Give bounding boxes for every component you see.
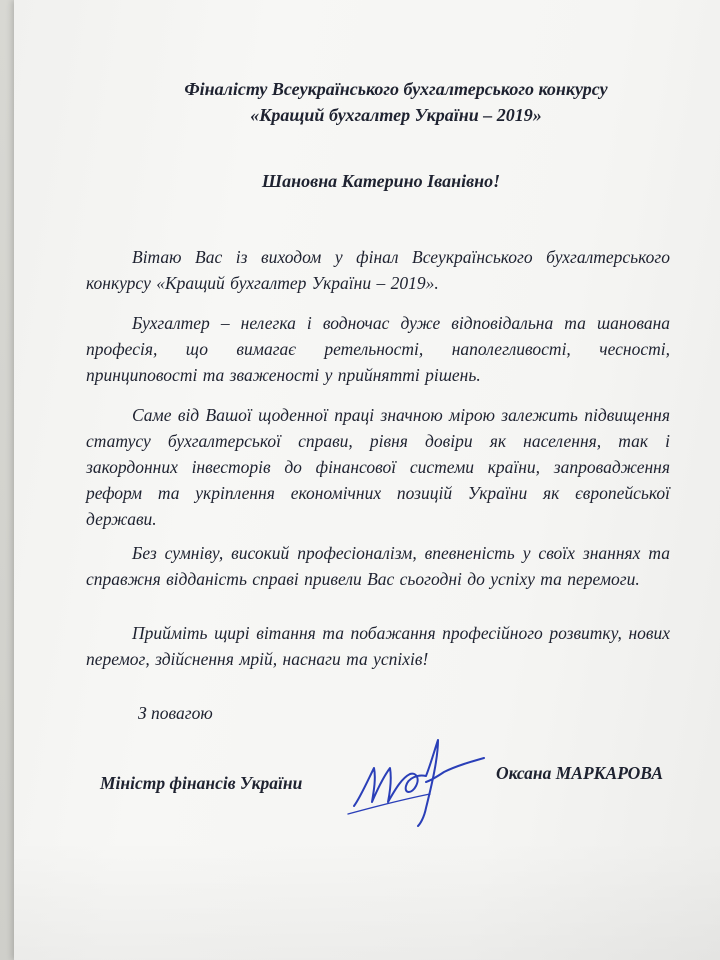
salutation: Шановна Катерино Іванівно! xyxy=(261,171,501,191)
signatory-name: Оксана МАРКАРОВА xyxy=(496,763,663,783)
handwritten-signature xyxy=(340,728,490,828)
heading-line-1: Фіналісту Всеукраїнського бухгалтерського конкурсу xyxy=(184,79,608,99)
paragraph-4: Без сумніву, високий професіоналізм, впевненість у своїх знаннях та справжня відданість справі привели Вас сьогодні до успіху та перемоги. xyxy=(86,543,670,589)
heading-line-2: «Кращий бухгалтер України – 2019» xyxy=(250,105,542,125)
paragraph-2: Бухгалтер – нелегка і водночас дуже відповідальна та шанована професія, що вимагає ретельності, наполегливості, чесності, принциповості та зваженості у прийнятті рішень. xyxy=(86,313,670,385)
signatory-title: Міністр фінансів України xyxy=(100,773,303,793)
paragraph-1: Вітаю Вас із виходом у фінал Всеукраїнського бухгалтерського конкурсу «Кращий бухгалтер України – 2019». xyxy=(86,247,670,293)
paragraph-5: Прийміть щирі вітання та побажання професійного розвитку, нових перемог, здійснення мрій, наснаги та успіхів! xyxy=(86,623,670,669)
closing-phrase: З повагою xyxy=(138,703,213,723)
paragraph-3: Саме від Вашої щоденної праці значною мірою залежить підвищення статусу бухгалтерської справи, рівня довіри як населення, так і закордонних інвесторів до фінансової системи країни, запровадження реформ та укріплення економічних позицій України як європейської держави. xyxy=(86,405,670,529)
